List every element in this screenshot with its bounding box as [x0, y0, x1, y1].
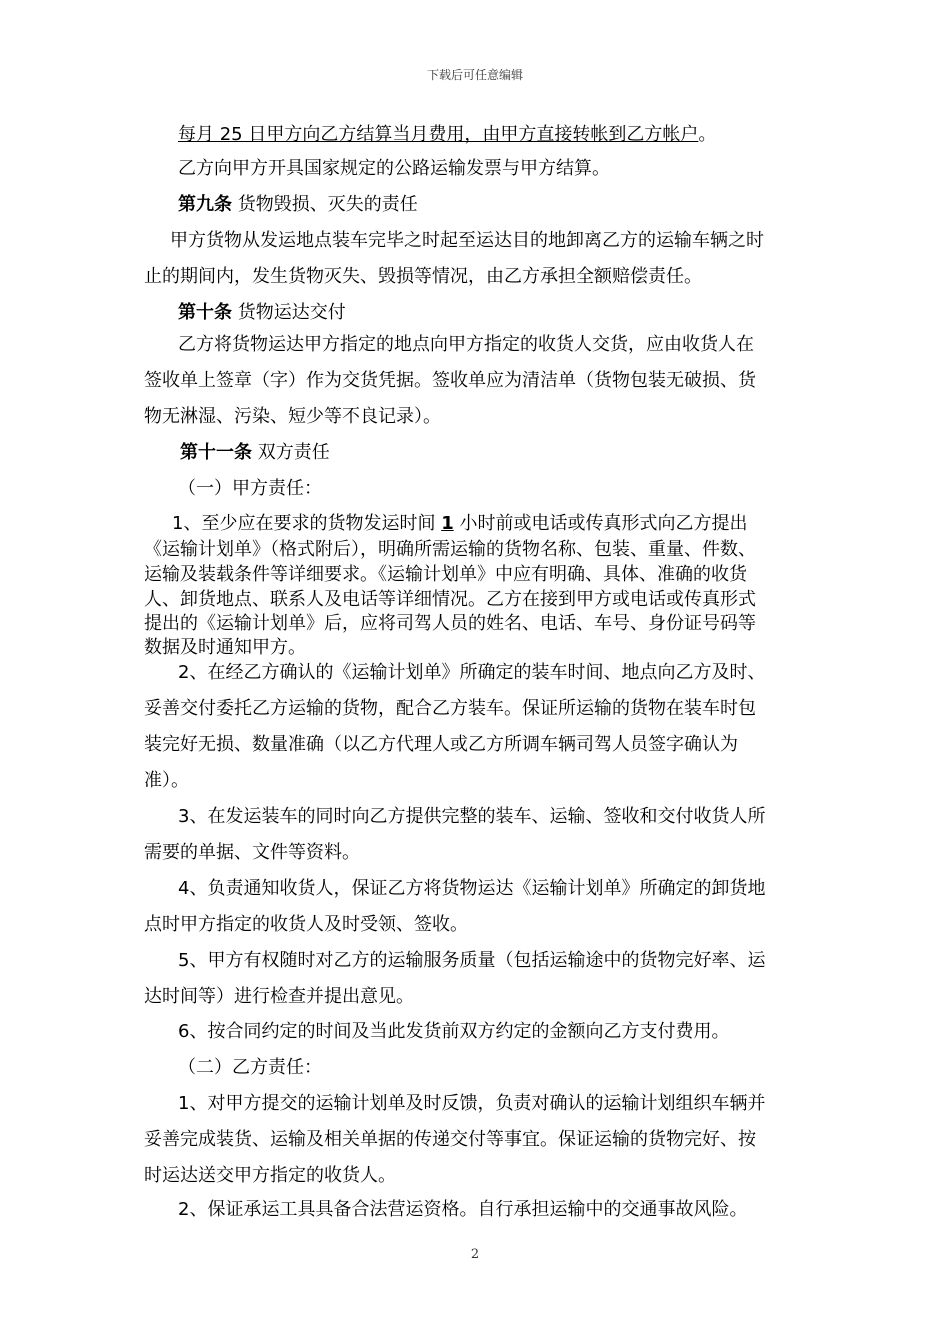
text-run: 。 [698, 124, 717, 145]
text-line [178, 950, 765, 972]
text-run: 妥善完成装货、运输及相关单据的传递交付等事宜。保证运输的货物完好、按 [144, 1129, 756, 1150]
section-heading [180, 442, 330, 464]
text-line [144, 986, 414, 1008]
text-run: 时运达送交甲方指定的收货人。 [144, 1165, 396, 1186]
text-run: 提出的《运输计划单》后，应将司驾人员的姓名、电话、车号、身份证号码等 [144, 613, 756, 634]
text-line [178, 124, 716, 146]
text-run: 1、对甲方提交的运输计划单及时反馈，负责对确认的运输计划组织车辆并 [178, 1093, 766, 1114]
section-heading [178, 302, 346, 324]
text-line [178, 158, 610, 180]
text-line [178, 1199, 747, 1221]
bold-text: 第十一条 [180, 442, 252, 463]
text-run: 需要的单据、文件等资料。 [144, 842, 360, 863]
text-run: 签收单上签章（字）作为交货凭据。签收单应为清洁单（货物包装无破损、货 [144, 370, 756, 391]
text-run: 货物毁损、灭失的责任 [232, 194, 418, 215]
text-line [144, 613, 756, 635]
text-run: 妥善交付委托乙方运输的货物，配合乙方装车。保证所运输的货物在装车时包 [144, 698, 756, 719]
text-line [144, 406, 441, 428]
text-line [144, 842, 360, 864]
text-run: 双方责任 [252, 442, 330, 463]
text-line [144, 770, 189, 792]
text-line [144, 589, 756, 611]
text-line [144, 698, 756, 720]
text-line [178, 1057, 322, 1079]
text-line [144, 370, 756, 392]
text-line [178, 478, 322, 500]
text-line [144, 1129, 756, 1151]
text-run: 小时前或电话或传真形式向乙方提出 [453, 513, 748, 534]
bold-text: 第十条 [178, 302, 232, 323]
text-line [144, 914, 468, 936]
text-run: 乙方向甲方开具国家规定的公路运输发票与甲方结算。 [178, 158, 610, 179]
text-line [178, 662, 765, 684]
text-run: 《运输计划单》（格式附后），明确所需运输的货物名称、包装、重量、件数、 [144, 539, 756, 560]
text-run: 运输及装载条件等详细要求。《运输计划单》中应有明确、具体、准确的收货 [144, 564, 747, 585]
text-line [172, 513, 747, 535]
text-run: 每月 25 日甲方向乙方结算当月费用，由甲方直接转帐到乙方帐户 [178, 124, 699, 145]
text-run: （二）乙方责任： [178, 1057, 322, 1078]
text-run: 甲方货物从发运地点装车完毕之时起至运达目的地卸离乙方的运输车辆之时 [170, 230, 764, 251]
text-run: 准）。 [144, 770, 189, 791]
text-run: 点时甲方指定的收货人及时受领、签收。 [144, 914, 468, 935]
text-run: 达时间等）进行检查并提出意见。 [144, 986, 414, 1007]
section-heading [178, 194, 418, 216]
text-line [144, 539, 756, 561]
text-line [178, 806, 765, 828]
text-run: 3、在发运装车的同时向乙方提供完整的装车、运输、签收和交付收货人所 [178, 806, 766, 827]
text-line [178, 1093, 765, 1115]
text-line [178, 878, 765, 900]
text-run: 4、负责通知收货人，保证乙方将货物运达《运输计划单》所确定的卸货地 [178, 878, 766, 899]
text-run: 物无淋湿、污染、短少等不良记录）。 [144, 406, 441, 427]
text-run: 5、甲方有权随时对乙方的运输服务质量（包括运输途中的货物完好率、运 [178, 950, 766, 971]
text-run: 数据及时通知甲方。 [144, 637, 306, 658]
text-run: 2、保证承运工具具备合法营运资格。自行承担运输中的交通事故风险。 [178, 1199, 748, 1220]
text-line [144, 637, 306, 659]
text-run: 6、按合同约定的时间及当此发货前双方约定的金额向乙方支付费用。 [178, 1021, 730, 1042]
text-line [144, 1165, 396, 1187]
text-line [144, 734, 738, 756]
text-line [178, 334, 754, 356]
text-line [144, 564, 747, 586]
text-run: （一）甲方责任： [178, 478, 322, 499]
text-run: 止的期间内，发生货物灭失、毁损等情况，由乙方承担全额赔偿责任。 [144, 266, 702, 287]
text-line [178, 1021, 729, 1043]
text-run: 1、至少应在要求的货物发运时间 [172, 513, 442, 534]
page-header: 下载后可任意编辑 [426, 68, 523, 82]
text-line [170, 230, 764, 252]
text-line [144, 266, 702, 288]
bold-text: 第九条 [178, 194, 232, 215]
page-number: 2 [470, 1247, 480, 1262]
text-run: 装完好无损、数量准确（以乙方代理人或乙方所调车辆司驾人员签字确认为 [144, 734, 738, 755]
text-run: 2、在经乙方确认的《运输计划单》所确定的装车时间、地点向乙方及时、 [178, 662, 766, 683]
text-run: 人、卸货地点、联系人及电话等详细情况。乙方在接到甲方或电话或传真形式 [144, 589, 756, 610]
text-run: 货物运达交付 [232, 302, 346, 323]
bold-text: 1 [441, 513, 454, 534]
text-run: 乙方将货物运达甲方指定的地点向甲方指定的收货人交货，应由收货人在 [178, 334, 754, 355]
